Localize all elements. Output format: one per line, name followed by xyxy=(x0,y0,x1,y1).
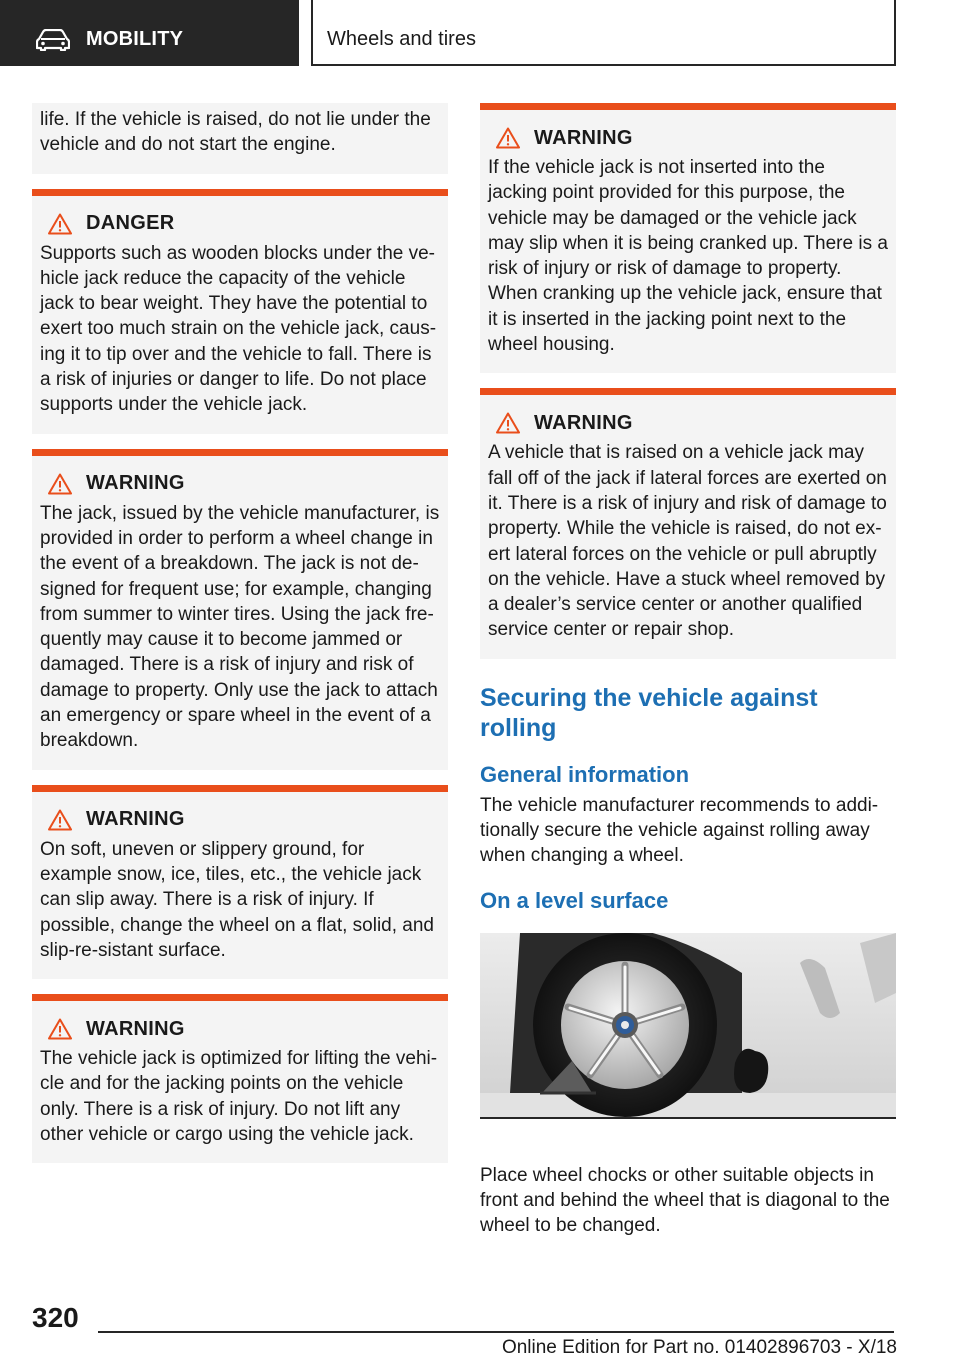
section-tab xyxy=(0,0,299,66)
notice-text: The vehicle jack is optimized for lifting the vehi‐cle and for the jacking points on the vehicle only. There is a risk of injury. Do not lift any other vehicle or cargo using the vehicle jack. xyxy=(40,1048,438,1146)
subsection-heading: General information xyxy=(480,761,690,787)
warning-notice xyxy=(32,994,448,1163)
notice-kind: WARNING xyxy=(86,808,185,831)
warning-notice xyxy=(32,785,448,979)
notice-kind: WARNING xyxy=(86,1017,185,1040)
warning-triangle-icon xyxy=(48,809,72,831)
continued-text: life. If the vehicle is raised, do not lie under the vehicle and do not start the engine. xyxy=(40,109,431,156)
edition-note: Online Edition for Part no. 01402896703 - X/18 xyxy=(501,1337,897,1358)
notice-text: Supports such as wooden blocks under the ve‐hicle jack reduce the capacity of the vehicle jack to bear weight. They have the potential to exert too much strain on the vehicle jack, caus‐ing it to tip over and the vehicle to fall. There is a risk of injuries or danger to life. Do not place supports under the vehicle jack. xyxy=(40,242,437,416)
left-column xyxy=(32,103,448,1163)
car-icon xyxy=(36,29,70,51)
warning-triangle-icon xyxy=(48,1018,72,1040)
notice-kind: WARNING xyxy=(534,126,633,149)
notice-text: If the vehicle jack is not inserted into the jacking point provided for this purpose, the vehicle may be damaged or the vehicle jack may slip when it is being cranked up. There is a risk of injury or risk of damage to property. When cranking up the vehicle jack, ensure that it is inserted in the jacking point next to the wheel housing. xyxy=(488,157,888,356)
footer-divider xyxy=(98,1331,894,1333)
notice-kind: DANGER xyxy=(86,212,175,235)
warning-triangle-icon xyxy=(48,213,72,235)
page-header xyxy=(0,0,960,66)
chapter-title: Wheels and tires xyxy=(327,28,476,50)
wheel-illustration-icon xyxy=(480,933,896,1119)
chapter-title-box xyxy=(311,0,896,66)
right-column xyxy=(480,103,896,1239)
warning-notice xyxy=(480,103,896,373)
subsection-heading: On a level surface xyxy=(480,887,669,913)
warning-triangle-icon xyxy=(496,127,520,149)
page-number: 320 xyxy=(32,1302,79,1333)
body-paragraph: The vehicle manufacturer recommends to addi‐tionally secure the vehicle against rolling away when changing a wheel. xyxy=(480,794,879,867)
continued-notice xyxy=(32,103,448,174)
warning-notice xyxy=(32,449,448,770)
notice-kind: WARNING xyxy=(86,472,185,495)
warning-triangle-icon xyxy=(496,412,520,434)
figure-caption: Place wheel chocks or other suitable objects in front and behind the wheel that is diagonal to the wheel to be changed. xyxy=(480,1164,890,1237)
warning-notice xyxy=(480,388,896,658)
wheel-chock-illustration xyxy=(480,933,896,1119)
notice-text: On soft, uneven or slippery ground, for example snow, ice, tiles, etc., the vehicle jack can slip away. There is a risk of injury. If possible, change the wheel on a flat, solid, and slip-re‐sistant surface. xyxy=(40,838,434,961)
warning-triangle-icon xyxy=(48,473,72,495)
notice-kind: WARNING xyxy=(534,411,633,434)
danger-notice xyxy=(32,189,448,434)
notice-text: The jack, issued by the vehicle manufacturer, is provided in order to perform a wheel change in the event of a breakdown. The jack is not de‐signed for frequent use; for example, changing from summer to winter tires. Using the jack fre‐quently may cause it to become jammed or damaged. There is a risk of injury and risk of damage to property. Only use the jack to attach an emergency or spare wheel in the event of a breakdown. xyxy=(40,502,440,752)
section-heading: Securing the vehicle against rolling xyxy=(480,683,818,742)
section-label: MOBILITY xyxy=(86,28,184,50)
notice-text: A vehicle that is raised on a vehicle jack may fall off of the jack if lateral forces are exerted on it. There is a risk of injury and risk of damage to property. While the vehicle is raised, do not ex‐ert lateral forces on the vehicle or pull abruptly on the vehicle. Have a stuck wheel removed by a dealer’s service center or another qualified service center or repair shop. xyxy=(488,442,887,641)
